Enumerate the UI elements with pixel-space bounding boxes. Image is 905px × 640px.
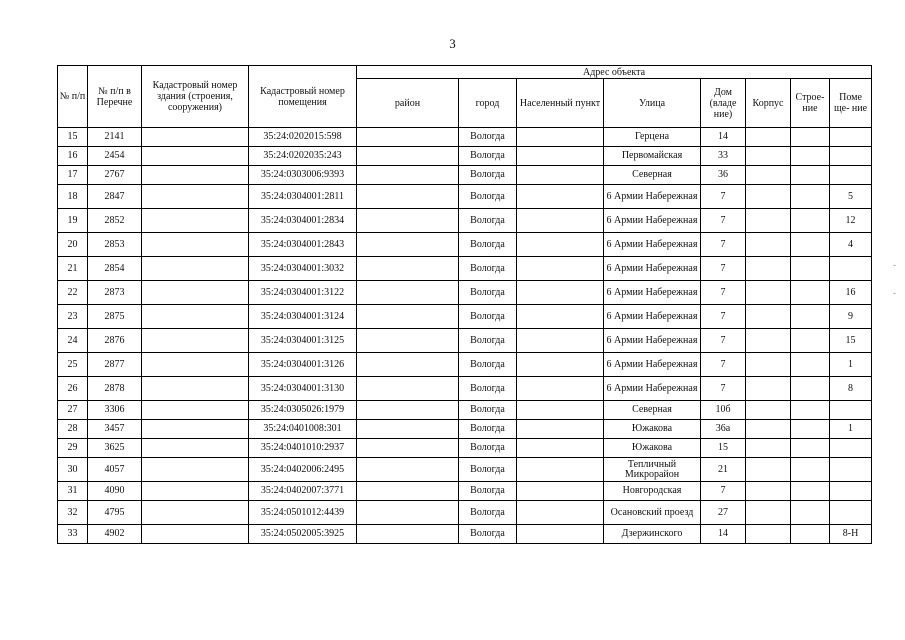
cell-house: 7 (701, 281, 746, 305)
cell-building-cadastral (142, 420, 249, 439)
cell-city: Вологда (459, 147, 517, 166)
cell-street: Первомайская (604, 147, 701, 166)
cell-korpus (746, 482, 791, 501)
cell-street: Герцена (604, 128, 701, 147)
cell-num: 31 (58, 482, 88, 501)
cell-korpus (746, 281, 791, 305)
cell-district (357, 329, 459, 353)
header-street: Улица (604, 79, 701, 128)
cell-building-cadastral (142, 305, 249, 329)
cell-locality (517, 482, 604, 501)
table-row (58, 439, 872, 458)
cell-building-cadastral (142, 128, 249, 147)
cell-list-num: 2141 (88, 128, 142, 147)
cell-house: 21 (701, 458, 746, 482)
cell-district (357, 233, 459, 257)
cell-house: 14 (701, 128, 746, 147)
cell-street: 6 Армии Набережная (604, 209, 701, 233)
cell-house: 7 (701, 377, 746, 401)
cell-locality (517, 166, 604, 185)
cell-stroenie (791, 209, 830, 233)
cell-street: 6 Армии Набережная (604, 257, 701, 281)
cell-stroenie (791, 147, 830, 166)
header-list-num: № п/п в Перечне (88, 66, 142, 128)
page-number: 3 (449, 36, 456, 51)
cell-city: Вологда (459, 166, 517, 185)
header-district: район (357, 79, 459, 128)
table-row (58, 281, 872, 305)
cell-locality (517, 525, 604, 544)
table-row (58, 501, 872, 525)
cell-korpus (746, 147, 791, 166)
cell-district (357, 482, 459, 501)
cell-locality (517, 233, 604, 257)
cell-city: Вологда (459, 257, 517, 281)
cell-district (357, 439, 459, 458)
table-row (58, 257, 872, 281)
cell-stroenie (791, 305, 830, 329)
cell-building-cadastral (142, 401, 249, 420)
cell-num: 15 (58, 128, 88, 147)
cell-district (357, 401, 459, 420)
cell-num: 16 (58, 147, 88, 166)
cell-num: 25 (58, 353, 88, 377)
cell-list-num: 3457 (88, 420, 142, 439)
table-row (58, 377, 872, 401)
cell-locality (517, 501, 604, 525)
cell-list-num: 2877 (88, 353, 142, 377)
cell-room-cadastral: 35:24:0304001:3126 (249, 353, 357, 377)
cell-stroenie (791, 439, 830, 458)
cell-street: 6 Армии Набережная (604, 233, 701, 257)
cell-district (357, 281, 459, 305)
table-row (58, 353, 872, 377)
cell-korpus (746, 501, 791, 525)
cell-room (830, 147, 872, 166)
table-row (58, 128, 872, 147)
cell-num: 33 (58, 525, 88, 544)
cell-city: Вологда (459, 420, 517, 439)
cell-street: 6 Армии Набережная (604, 185, 701, 209)
cell-stroenie (791, 401, 830, 420)
cell-stroenie (791, 329, 830, 353)
cell-building-cadastral (142, 185, 249, 209)
cell-korpus (746, 525, 791, 544)
cell-house: 36а (701, 420, 746, 439)
cell-house: 7 (701, 305, 746, 329)
cell-room: 5 (830, 185, 872, 209)
cell-room (830, 166, 872, 185)
cell-house: 10б (701, 401, 746, 420)
table-row (58, 166, 872, 185)
cell-stroenie (791, 185, 830, 209)
table-row (58, 185, 872, 209)
cell-list-num: 2854 (88, 257, 142, 281)
cell-building-cadastral (142, 525, 249, 544)
cell-room (830, 482, 872, 501)
cell-locality (517, 147, 604, 166)
cell-building-cadastral (142, 329, 249, 353)
header-locality: Населенный пункт (517, 79, 604, 128)
cell-room (830, 501, 872, 525)
cell-district (357, 166, 459, 185)
cell-district (357, 420, 459, 439)
cell-korpus (746, 401, 791, 420)
cell-room-cadastral: 35:24:0202035:243 (249, 147, 357, 166)
cell-list-num: 4057 (88, 458, 142, 482)
cell-locality (517, 329, 604, 353)
cell-korpus (746, 209, 791, 233)
cell-korpus (746, 128, 791, 147)
cell-room-cadastral: 35:24:0501012:4439 (249, 501, 357, 525)
cell-city: Вологда (459, 329, 517, 353)
cell-stroenie (791, 166, 830, 185)
cell-list-num: 4902 (88, 525, 142, 544)
cell-num: 22 (58, 281, 88, 305)
cell-city: Вологда (459, 209, 517, 233)
table-row (58, 233, 872, 257)
cell-city: Вологда (459, 128, 517, 147)
cell-stroenie (791, 257, 830, 281)
cell-street: 6 Армии Набережная (604, 305, 701, 329)
cell-room-cadastral: 35:24:0402007:3771 (249, 482, 357, 501)
cell-stroenie (791, 353, 830, 377)
cell-building-cadastral (142, 377, 249, 401)
cell-city: Вологда (459, 458, 517, 482)
cell-num: 20 (58, 233, 88, 257)
cell-district (357, 377, 459, 401)
cell-city: Вологда (459, 401, 517, 420)
cell-street: 6 Армии Набережная (604, 353, 701, 377)
cell-num: 24 (58, 329, 88, 353)
cell-korpus (746, 305, 791, 329)
cell-street: Южакова (604, 439, 701, 458)
cell-street: Новгородская (604, 482, 701, 501)
cell-locality (517, 257, 604, 281)
cell-street: 6 Армии Набережная (604, 377, 701, 401)
scan-margin-mark: - (893, 260, 896, 270)
cell-room-cadastral: 35:24:0304001:3125 (249, 329, 357, 353)
cell-house: 7 (701, 353, 746, 377)
cell-city: Вологда (459, 439, 517, 458)
cell-stroenie (791, 420, 830, 439)
cell-street: Тепличный Микрорайон (604, 458, 701, 482)
cell-house: 7 (701, 185, 746, 209)
cell-street: Северная (604, 166, 701, 185)
header-building-cadastral: Кадастровый номер здания (строения, сооружения) (142, 66, 249, 128)
cell-stroenie (791, 525, 830, 544)
cell-district (357, 128, 459, 147)
cell-korpus (746, 185, 791, 209)
cell-room-cadastral: 35:24:0304001:3032 (249, 257, 357, 281)
cell-room: 1 (830, 353, 872, 377)
cell-room-cadastral: 35:24:0502005:3925 (249, 525, 357, 544)
cell-room-cadastral: 35:24:0304001:2834 (249, 209, 357, 233)
cell-room-cadastral: 35:24:0304001:2843 (249, 233, 357, 257)
cell-building-cadastral (142, 439, 249, 458)
cell-num: 26 (58, 377, 88, 401)
cell-num: 30 (58, 458, 88, 482)
cell-list-num: 2878 (88, 377, 142, 401)
cell-locality (517, 458, 604, 482)
cell-room (830, 439, 872, 458)
header-room-cadastral: Кадастровый номер помещения (249, 66, 357, 128)
cell-building-cadastral (142, 281, 249, 305)
cell-house: 7 (701, 329, 746, 353)
cell-building-cadastral (142, 257, 249, 281)
cell-district (357, 185, 459, 209)
cell-list-num: 3625 (88, 439, 142, 458)
cell-room-cadastral: 35:24:0304001:2811 (249, 185, 357, 209)
cell-locality (517, 185, 604, 209)
cell-house: 36 (701, 166, 746, 185)
cell-korpus (746, 233, 791, 257)
cell-room: 1 (830, 420, 872, 439)
header-korpus: Корпус (746, 79, 791, 128)
cell-street: Южакова (604, 420, 701, 439)
cell-list-num: 2876 (88, 329, 142, 353)
cell-num: 23 (58, 305, 88, 329)
cell-locality (517, 353, 604, 377)
cell-locality (517, 209, 604, 233)
table-row (58, 305, 872, 329)
cell-stroenie (791, 128, 830, 147)
cell-list-num: 2873 (88, 281, 142, 305)
table-row (58, 147, 872, 166)
cell-num: 29 (58, 439, 88, 458)
table-row (58, 329, 872, 353)
cell-stroenie (791, 458, 830, 482)
cell-city: Вологда (459, 185, 517, 209)
cell-building-cadastral (142, 353, 249, 377)
cell-city: Вологда (459, 525, 517, 544)
cell-city: Вологда (459, 281, 517, 305)
cell-korpus (746, 257, 791, 281)
cell-district (357, 525, 459, 544)
cell-city: Вологда (459, 233, 517, 257)
cell-num: 19 (58, 209, 88, 233)
cell-building-cadastral (142, 482, 249, 501)
cell-korpus (746, 166, 791, 185)
cell-room-cadastral: 35:24:0304001:3130 (249, 377, 357, 401)
cell-city: Вологда (459, 377, 517, 401)
cell-room: 16 (830, 281, 872, 305)
cell-building-cadastral (142, 166, 249, 185)
cell-num: 32 (58, 501, 88, 525)
cell-street: Северная (604, 401, 701, 420)
cell-list-num: 2852 (88, 209, 142, 233)
cell-district (357, 257, 459, 281)
cell-num: 28 (58, 420, 88, 439)
cell-stroenie (791, 482, 830, 501)
cell-room (830, 257, 872, 281)
scan-margin-mark: - (893, 288, 896, 298)
cell-house: 33 (701, 147, 746, 166)
header-num: № п/п (58, 66, 88, 128)
table-row (58, 420, 872, 439)
cell-korpus (746, 458, 791, 482)
cell-stroenie (791, 233, 830, 257)
cell-list-num: 2875 (88, 305, 142, 329)
cell-list-num: 4795 (88, 501, 142, 525)
table-row (58, 525, 872, 544)
header-address-group: Адрес объекта (357, 66, 872, 79)
cell-list-num: 2853 (88, 233, 142, 257)
cell-district (357, 147, 459, 166)
cell-room (830, 128, 872, 147)
cell-street: Осановский проезд (604, 501, 701, 525)
cell-list-num: 2767 (88, 166, 142, 185)
cell-house: 7 (701, 233, 746, 257)
cell-locality (517, 377, 604, 401)
cell-korpus (746, 439, 791, 458)
cell-room: 8-Н (830, 525, 872, 544)
cell-room-cadastral: 35:24:0305026:1979 (249, 401, 357, 420)
cell-num: 18 (58, 185, 88, 209)
cell-house: 27 (701, 501, 746, 525)
cell-list-num: 2454 (88, 147, 142, 166)
cell-house: 15 (701, 439, 746, 458)
cell-korpus (746, 353, 791, 377)
cell-room-cadastral: 35:24:0402006:2495 (249, 458, 357, 482)
cell-street: 6 Армии Набережная (604, 329, 701, 353)
header-house: Дом (владе ние) (701, 79, 746, 128)
cell-building-cadastral (142, 458, 249, 482)
cell-stroenie (791, 501, 830, 525)
cell-room: 12 (830, 209, 872, 233)
cell-korpus (746, 329, 791, 353)
cell-locality (517, 281, 604, 305)
cell-city: Вологда (459, 353, 517, 377)
cell-room-cadastral: 35:24:0304001:3124 (249, 305, 357, 329)
cell-num: 17 (58, 166, 88, 185)
cell-district (357, 305, 459, 329)
cell-num: 21 (58, 257, 88, 281)
cell-house: 14 (701, 525, 746, 544)
table-body (58, 128, 872, 544)
property-register-table (57, 65, 872, 544)
cell-list-num: 3306 (88, 401, 142, 420)
table-row (58, 458, 872, 482)
cell-list-num: 4090 (88, 482, 142, 501)
cell-list-num: 2847 (88, 185, 142, 209)
cell-room: 4 (830, 233, 872, 257)
cell-room: 15 (830, 329, 872, 353)
table-row (58, 482, 872, 501)
cell-room-cadastral: 35:24:0304001:3122 (249, 281, 357, 305)
cell-stroenie (791, 281, 830, 305)
cell-district (357, 501, 459, 525)
cell-room: 8 (830, 377, 872, 401)
cell-room (830, 401, 872, 420)
cell-room-cadastral: 35:24:0401008:301 (249, 420, 357, 439)
header-pomeshchenie: Поме ще- ние (830, 79, 872, 128)
cell-city: Вологда (459, 482, 517, 501)
cell-room-cadastral: 35:24:0303006:9393 (249, 166, 357, 185)
cell-city: Вологда (459, 501, 517, 525)
cell-room-cadastral: 35:24:0401010:2937 (249, 439, 357, 458)
table-row (58, 209, 872, 233)
cell-house: 7 (701, 482, 746, 501)
cell-street: 6 Армии Набережная (604, 281, 701, 305)
cell-korpus (746, 420, 791, 439)
cell-locality (517, 439, 604, 458)
header-city: город (459, 79, 517, 128)
cell-room-cadastral: 35:24:0202015:598 (249, 128, 357, 147)
cell-district (357, 458, 459, 482)
cell-stroenie (791, 377, 830, 401)
cell-korpus (746, 377, 791, 401)
cell-room (830, 458, 872, 482)
cell-city: Вологда (459, 305, 517, 329)
cell-locality (517, 305, 604, 329)
cell-building-cadastral (142, 233, 249, 257)
cell-district (357, 353, 459, 377)
cell-locality (517, 401, 604, 420)
cell-house: 7 (701, 257, 746, 281)
table-row (58, 401, 872, 420)
cell-locality (517, 128, 604, 147)
cell-district (357, 209, 459, 233)
cell-room: 9 (830, 305, 872, 329)
cell-building-cadastral (142, 147, 249, 166)
cell-num: 27 (58, 401, 88, 420)
cell-house: 7 (701, 209, 746, 233)
cell-locality (517, 420, 604, 439)
cell-street: Дзержинского (604, 525, 701, 544)
cell-building-cadastral (142, 209, 249, 233)
header-stroenie: Строе- ние (791, 79, 830, 128)
cell-building-cadastral (142, 501, 249, 525)
